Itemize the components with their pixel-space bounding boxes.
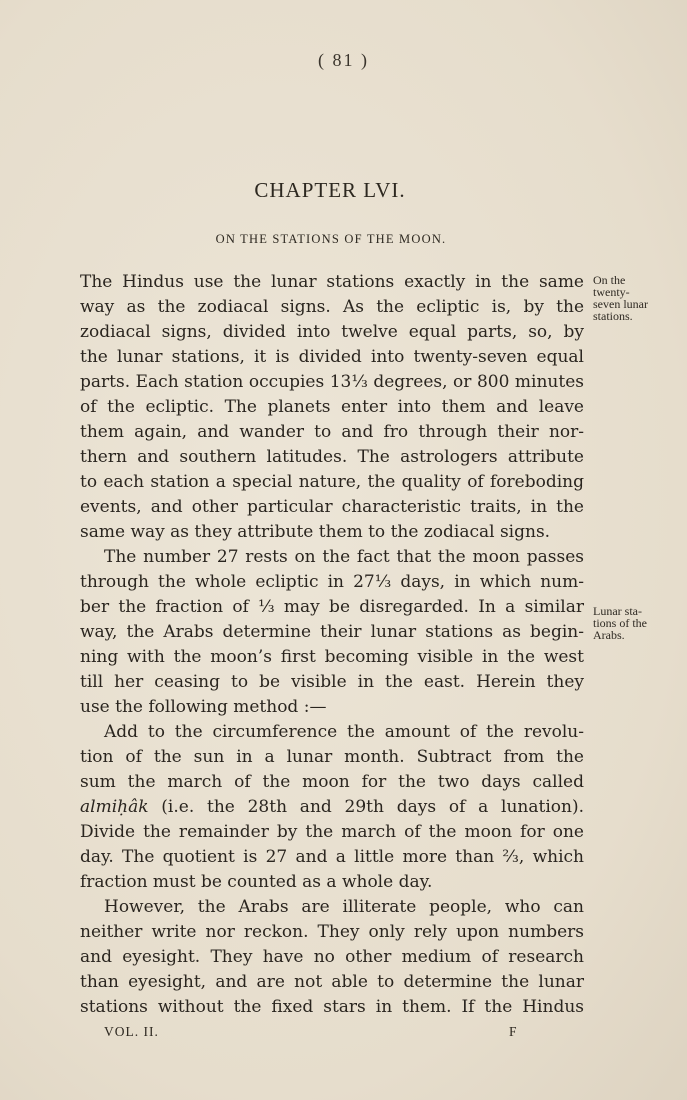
text-line: way, the Arabs determine their lunar stations as begin-: [80, 622, 584, 642]
text-line: way as the zodiacal signs. As the ecliptic is, by the: [80, 297, 584, 317]
volume-label: VOL. II.: [104, 1024, 159, 1039]
text-line: ning with the moon’s first becoming visible in the west: [80, 647, 584, 667]
text-line: However, the Arabs are illiterate people, who can: [104, 897, 584, 917]
margin-note-lunar-stations: [593, 274, 685, 322]
italic-term: almiḥâk: [80, 797, 149, 817]
chapter-title: CHAPTER LVI.: [254, 178, 406, 202]
chapter-subtitle: ON THE STATIONS OF THE MOON.: [215, 232, 447, 246]
signature-mark: F: [509, 1024, 518, 1039]
margin-note-line: seven lunar: [593, 297, 648, 311]
text-line: stations without the fixed stars in them. If the Hindus: [80, 997, 584, 1017]
margin-note-line: Lunar sta-: [593, 604, 642, 618]
text-line: till her ceasing to be visible in the east. Herein they: [80, 672, 584, 692]
text-line: day. The quotient is 27 and a little more than ⅔, which: [80, 847, 584, 867]
text-line-with-italic: [80, 795, 584, 820]
text-line: them again, and wander to and fro through their nor-: [80, 422, 584, 442]
text-line: tion of the sun in a lunar month. Subtract from the: [80, 747, 584, 767]
text-line: Divide the remainder by the march of the moon for one: [80, 822, 584, 842]
text-fragment: (i.e. the 28th and 29th days of a lunation).: [161, 797, 585, 817]
text-line: zodiacal signs, divided into twelve equal parts, so, by: [80, 322, 584, 342]
page-footer: [0, 1024, 687, 1044]
text-line: The Hindus use the lunar stations exactly in the same: [80, 272, 584, 292]
text-line: events, and other particular characteristic traits, in the: [80, 497, 584, 517]
text-line: the lunar stations, it is divided into twenty-seven equal: [80, 347, 584, 367]
text-line: same way as they attribute them to the zodiacal signs.: [80, 522, 551, 542]
text-line: through the whole ecliptic in 27⅓ days, in which num-: [80, 572, 584, 592]
text-line: neither write nor reckon. They only rely upon numbers: [80, 922, 584, 942]
text-line: ber the fraction of ⅓ may be disregarded. In a similar: [80, 597, 584, 617]
margin-note-line: Arabs.: [593, 628, 625, 642]
margin-note-line: On the: [593, 273, 626, 287]
text-line: to each station a special nature, the quality of foreboding: [80, 472, 584, 492]
text-line: than eyesight, and are not able to determine the lunar: [80, 972, 584, 992]
margin-note-line: twenty-: [593, 285, 630, 299]
text-line: use the following method :—: [80, 697, 327, 717]
body-text: [80, 270, 584, 1020]
margin-note-line: tions of the: [593, 616, 647, 630]
text-line: Add to the circumference the amount of the revolu-: [104, 722, 584, 742]
margin-note-arabs: [593, 605, 685, 641]
text-line: of the ecliptic. The planets enter into them and leave: [80, 397, 584, 417]
page-number: ( 81 ): [318, 50, 369, 70]
text-line: sum the march of the moon for the two days called: [80, 772, 584, 792]
text-line: The number 27 rests on the fact that the moon passes: [104, 547, 584, 567]
text-line: thern and southern latitudes. The astrologers attribute: [80, 447, 584, 467]
text-line: fraction must be counted as a whole day.: [80, 872, 433, 892]
text-line: and eyesight. They have no other medium of research: [80, 947, 584, 967]
margin-note-line: stations.: [593, 309, 633, 323]
text-line: parts. Each station occupies 13⅓ degrees, or 800 minutes: [80, 372, 584, 392]
